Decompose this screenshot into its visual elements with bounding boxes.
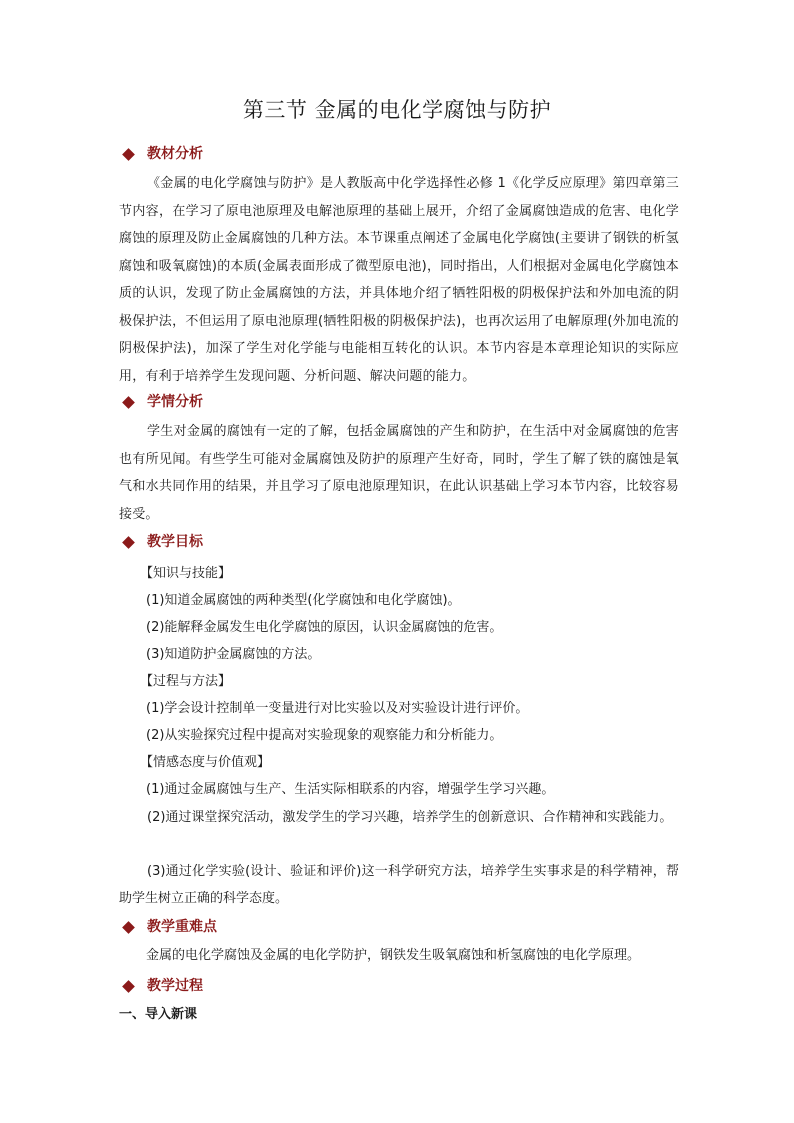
sub-heading-introduction: 一、导入新课 — [119, 1007, 198, 1022]
objective-item: (1)知道金属腐蚀的两种类型(化学腐蚀和电化学腐蚀)。 — [146, 593, 461, 608]
diamond-bullet-icon — [122, 980, 135, 993]
diamond-bullet-icon — [122, 921, 135, 934]
objective-item: (2)从实验探究过程中提高对实验现象的观察能力和分析能力。 — [146, 728, 503, 743]
objective-item: (1)通过金属腐蚀与生产、生活实际相联系的内容，增强学生学习兴趣。 — [146, 782, 555, 797]
diamond-bullet-icon — [122, 396, 135, 409]
diamond-bullet-icon — [122, 148, 135, 161]
diamond-bullet-icon — [122, 536, 135, 549]
objective-item: (3)通过化学实验(设计、验证和评价)这一科学研究方法，培养学生实事求是的科学精神，帮助学生树立正确的科学态度。 — [119, 864, 679, 906]
section-heading-student-analysis: 学情分析 — [122, 391, 203, 413]
objective-item: (1)学会设计控制单一变量进行对比实验以及对实验设计进行评价。 — [146, 701, 529, 716]
objective-item: (2)通过课堂探究活动，激发学生的学习兴趣，培养学生的创新意识、合作精神和实践能力。 — [147, 810, 673, 825]
section-heading-textbook-analysis: 教材分析 — [122, 143, 203, 165]
student-analysis-paragraph: 学生对金属的腐蚀有一定的了解，包括金属腐蚀的产生和防护，在生活中对金属腐蚀的危害也有所见闻。有些学生可能对金属腐蚀及防护的原理产生好奇，同时，学生了解了铁的腐蚀是氧气和水共同作用的结果，并且学习了原电池原理知识，在此认识基础上学习本节内容，比较容易接受。 — [119, 424, 679, 522]
document-title: 第三节 金属的电化学腐蚀与防护 — [242, 98, 552, 122]
objective-group-label-process: 【过程与方法】 — [140, 674, 232, 689]
section-heading-key-difficulties: 教学重难点 — [122, 916, 217, 938]
textbook-analysis-paragraph: 《金属的电化学腐蚀与防护》是人教版高中化学选择性必修 1《化学反应原理》第四章第三节内容，在学习了原电池原理及电解池原理的基础上展开，介绍了金属腐蚀造成的危害、电化学腐蚀的原理及防止金属腐蚀的几种方法。本节课重点阐述了金属电化学腐蚀(主要讲了钢铁的析氢腐蚀和吸氧腐蚀)的本质(金属表面形成了微型原电池)，同时指出，人们根据对金属电化学腐蚀本质的认识，发现了防止金属腐蚀的方法，并具体地介绍了牺牲阳极的阴极保护法和外加电流的阴极保护法，不但运用了原电池原理(牺牲阳极的阴极保护法)，也再次运用了电解原理(外加电流的阴极保护法)，加深了学生对化学能与电能相互转化的认识。本节内容是本章理论知识的实际应用，有利于培养学生发现问题、分析问题、解决问题的能力。 — [119, 176, 679, 384]
objective-item: (2)能解释金属发生电化学腐蚀的原因，认识金属腐蚀的危害。 — [146, 620, 503, 635]
key-difficulties-paragraph: 金属的电化学腐蚀及金属的电化学防护，钢铁发生吸氧腐蚀和析氢腐蚀的电化学原理。 — [146, 948, 641, 963]
section-heading-teaching-objectives: 教学目标 — [122, 531, 203, 553]
objective-group-label-attitude: 【情感态度与价值观】 — [140, 755, 271, 770]
objective-group-label-knowledge: 【知识与技能】 — [140, 566, 232, 581]
objective-item: (3)知道防护金属腐蚀的方法。 — [146, 647, 321, 662]
section-heading-teaching-process: 教学过程 — [122, 975, 203, 997]
